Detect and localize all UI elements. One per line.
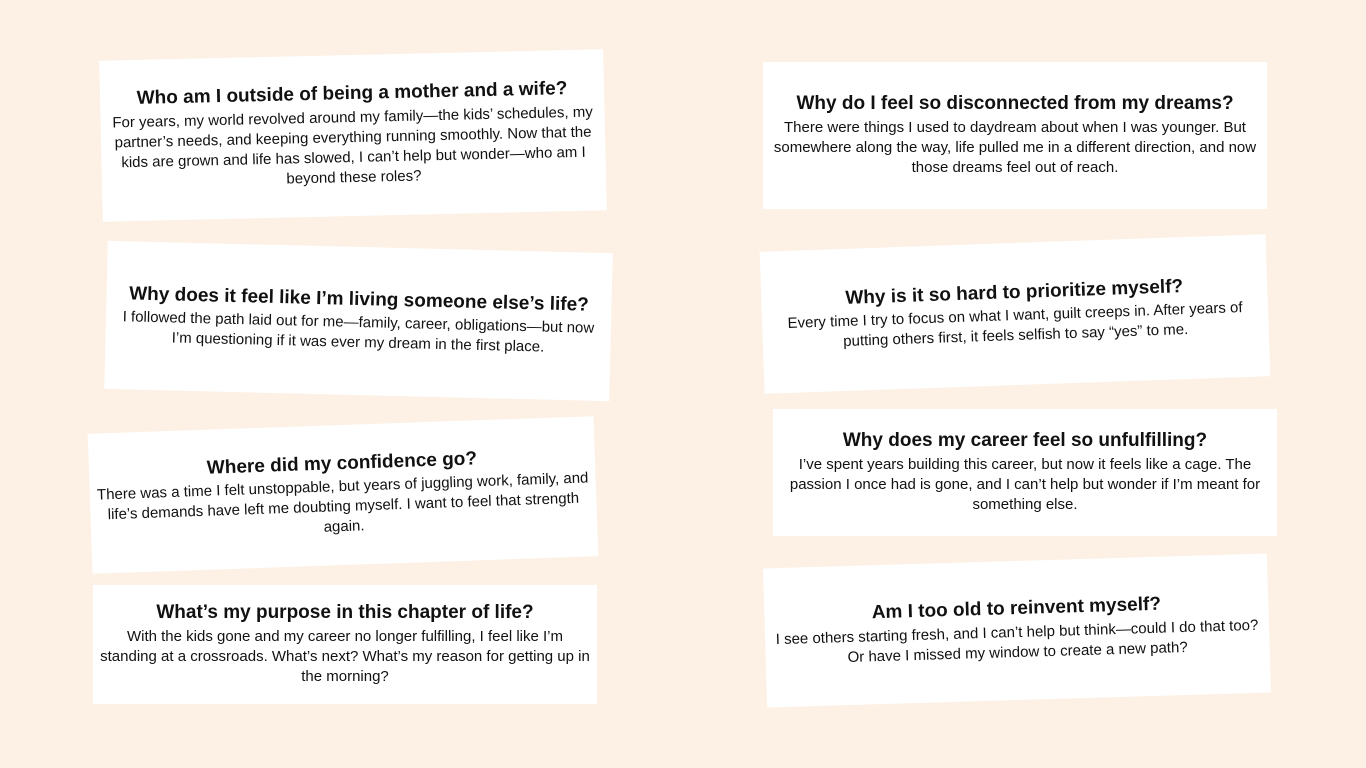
card-body: For years, my world revolved around my family—the kids’ schedules, my partner’s needs, and keeping everything running smoothly. Now that the kids are grown and life has slowed, I can’t help but wonder—who am I beyond these roles? (112, 103, 593, 188)
card-title: Why does my career feel so unfulfilling? (842, 430, 1208, 452)
card-body: I see others starting fresh, and I can’t help but think—could I do that too? Or have I missed my window to create a new path? (775, 616, 1259, 666)
card-body: I followed the path laid out for me—family, career, obligations—but now I’m questioning if it was ever my dream in the first place. (122, 308, 595, 356)
question-card (88, 416, 599, 574)
card-title: Am I too old to reinvent myself? (871, 593, 1162, 624)
card-body: With the kids gone and my career no longer fulfilling, I feel like I’m standing at a crossroads. What’s next? What’s my reason for getting up in the morning? (100, 627, 590, 685)
question-card (763, 554, 1271, 708)
question-card (773, 409, 1277, 536)
card-title: Why do I feel so disconnected from my dreams? (796, 93, 1234, 115)
card-title: Why is it so hard to prioritize myself? (845, 275, 1184, 309)
card-title: Where did my confidence go? (206, 447, 478, 479)
question-card (763, 62, 1267, 209)
question-card (760, 234, 1271, 394)
card-body: There were things I used to daydream about when I was younger. But somewhere along the way, life pulled me in a different direction, and now those dreams feel out of reach. (773, 118, 1257, 176)
card-body: There was a time I felt unstoppable, but years of juggling work, family, and life’s demands have left me doubting myself. I want to feel that strength again. (96, 469, 589, 537)
card-body: Every time I try to focus on what I want, guilt creeps in. After years of putting others first, it feels selfish to say “yes” to me. (787, 299, 1243, 351)
question-card (104, 241, 612, 401)
card-title: Why does it feel like I’m living someone else’s life? (129, 282, 590, 316)
question-card (93, 585, 597, 704)
question-card (99, 49, 607, 221)
card-title: Who am I outside of being a mother and a wife? (136, 78, 568, 109)
card-body: I’ve spent years building this career, but now it feels like a cage. The passion I once had is gone, and I can’t help but wonder if I’m meant for something else. (789, 455, 1261, 513)
card-title: What’s my purpose in this chapter of life? (156, 602, 534, 624)
